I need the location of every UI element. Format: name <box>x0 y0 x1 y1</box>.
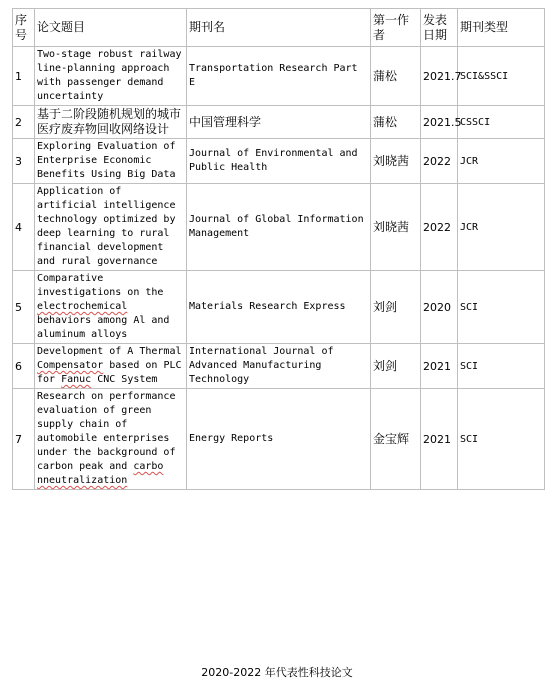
row-no: 2 <box>13 106 35 139</box>
publish-date: 2020 <box>421 271 458 344</box>
publish-date: 2021 <box>421 389 458 490</box>
paper-title: Application of artificial intelligence technology optimized by deep learning to rural financial development and rural governance <box>35 184 187 271</box>
header-no: 序号 <box>13 9 35 47</box>
table-row <box>13 389 545 490</box>
paper-title <box>35 389 187 490</box>
journal-name: International Journal of Advanced Manufacturing Technology <box>187 344 371 389</box>
title-text: based on PLC for <box>37 360 182 385</box>
first-author: 刘剑 <box>371 271 421 344</box>
spellcheck-underline: Compensator <box>37 360 104 371</box>
spellcheck-underline: Fanuc <box>61 374 92 385</box>
paper-title <box>35 344 187 389</box>
paper-title: Exploring Evaluation of Enterprise Economic Benefits Using Big Data <box>35 139 187 184</box>
first-author: 金宝辉 <box>371 389 421 490</box>
row-no: 3 <box>13 139 35 184</box>
paper-title <box>35 271 187 344</box>
journal-name: Energy Reports <box>187 389 371 490</box>
spellcheck-underline: carbo nneutralization <box>37 461 164 486</box>
journal-name: Journal of Global Information Management <box>187 184 371 271</box>
journal-type: SCI <box>458 344 545 389</box>
first-author: 刘剑 <box>371 344 421 389</box>
publish-date: 2021.5 <box>421 106 458 139</box>
table-row <box>13 184 545 271</box>
table-caption: 2020-2022 年代表性科技论文 <box>201 666 353 679</box>
table-row <box>13 139 545 184</box>
publish-date: 2022 <box>421 139 458 184</box>
row-no: 4 <box>13 184 35 271</box>
journal-type: JCR <box>458 139 545 184</box>
journal-type: JCR <box>458 184 545 271</box>
publish-date: 2021 <box>421 344 458 389</box>
header-date: 发表日期 <box>421 9 458 47</box>
publish-date: 2021.7 <box>421 47 458 106</box>
header-author: 第一作者 <box>371 9 421 47</box>
spellcheck-underline: electrochemical <box>37 301 128 312</box>
row-no: 7 <box>13 389 35 490</box>
journal-name: 中国管理科学 <box>187 106 371 139</box>
title-text: CNC System <box>91 374 158 385</box>
first-author: 蒲松 <box>371 47 421 106</box>
journal-name: Transportation Research Part E <box>187 47 371 106</box>
first-author: 刘晓茜 <box>371 184 421 271</box>
table-row <box>13 271 545 344</box>
header-title: 论文题目 <box>35 9 187 47</box>
publish-date: 2022 <box>421 184 458 271</box>
title-text: Comparative investigations on the <box>37 273 164 298</box>
paper-title: 基于二阶段随机规划的城市医疗废弃物回收网络设计 <box>35 106 187 139</box>
table-row <box>13 344 545 389</box>
row-no: 6 <box>13 344 35 389</box>
journal-name: Journal of Environmental and Public Health <box>187 139 371 184</box>
journal-type: CSSCI <box>458 106 545 139</box>
first-author: 蒲松 <box>371 106 421 139</box>
journal-type: SCI <box>458 271 545 344</box>
journal-type: SCI&SSCI <box>458 47 545 106</box>
row-no: 5 <box>13 271 35 344</box>
header-row <box>13 9 545 47</box>
title-text: Research on performance evaluation of green supply chain of automobile enterprises under the background of carbon peak and <box>37 391 176 472</box>
header-type: 期刊类型 <box>458 9 545 47</box>
first-author: 刘晓茜 <box>371 139 421 184</box>
header-journal: 期刊名 <box>187 9 371 47</box>
journal-name: Materials Research Express <box>187 271 371 344</box>
title-text: Development of A Thermal <box>37 346 182 357</box>
paper-title: Two-stage robust railway line-planning approach with passenger demand uncertainty <box>35 47 187 106</box>
table-row <box>13 47 545 106</box>
papers-table <box>12 8 545 490</box>
table-row <box>13 106 545 139</box>
journal-type: SCI <box>458 389 545 490</box>
title-text: behaviors among Al and aluminum alloys <box>37 315 170 340</box>
row-no: 1 <box>13 47 35 106</box>
